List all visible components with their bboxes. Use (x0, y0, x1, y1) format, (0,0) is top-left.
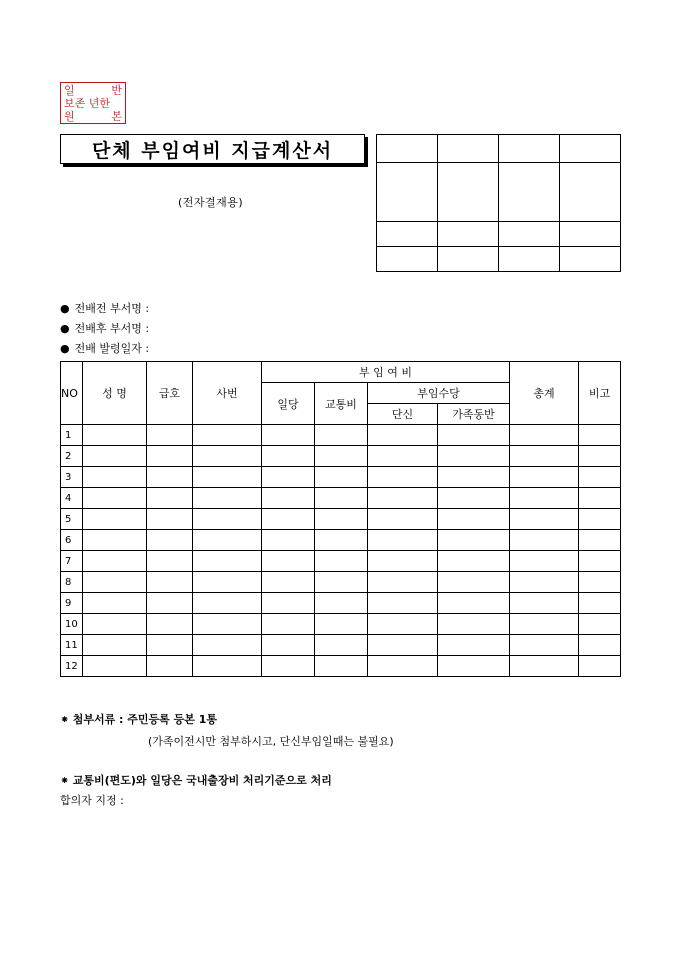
approval-cell[interactable] (499, 135, 560, 163)
table-cell[interactable] (368, 467, 438, 488)
after-dept-line (60, 320, 149, 336)
table-row (61, 488, 621, 509)
table-row (61, 425, 621, 446)
table-cell[interactable] (579, 488, 621, 509)
table-cell[interactable] (510, 509, 579, 530)
table-cell[interactable] (315, 530, 368, 551)
table-cell[interactable] (579, 593, 621, 614)
table-cell[interactable] (83, 656, 147, 677)
table-cell[interactable] (193, 572, 262, 593)
table-row (61, 635, 621, 656)
stamp-text: 일 (64, 84, 75, 97)
table-cell[interactable] (438, 635, 510, 656)
table-cell[interactable] (368, 593, 438, 614)
table-cell[interactable] (147, 509, 193, 530)
table-cell[interactable] (510, 635, 579, 656)
bullet-icon: ● (60, 342, 70, 355)
before-dept-label: 전배전 부서명 : (74, 302, 150, 315)
document-subtitle: (전자결재용) (178, 196, 244, 209)
table-cell[interactable] (368, 530, 438, 551)
table-cell[interactable] (368, 446, 438, 467)
stamp-text: 본 (111, 110, 122, 123)
table-cell[interactable] (83, 614, 147, 635)
agreement-label: 합의자 지정 : (60, 794, 124, 807)
table-cell[interactable] (579, 551, 621, 572)
table-cell[interactable] (315, 446, 368, 467)
approval-cell[interactable] (438, 222, 499, 247)
row-number: 4 (61, 488, 83, 509)
table-cell[interactable] (83, 467, 147, 488)
table-cell[interactable] (262, 635, 315, 656)
table-cell[interactable] (579, 509, 621, 530)
table-cell[interactable] (510, 530, 579, 551)
table-row (61, 467, 621, 488)
table-cell[interactable] (193, 635, 262, 656)
table-cell[interactable] (193, 530, 262, 551)
stamp-text: 반 (111, 84, 122, 97)
expense-rule-note (60, 772, 332, 788)
table-cell[interactable] (262, 551, 315, 572)
table-cell[interactable] (579, 446, 621, 467)
bullet-icon: ● (60, 302, 70, 315)
table-cell[interactable] (579, 425, 621, 446)
attachment-label: 첨부서류 : 주민등록 등본 1통 (72, 713, 217, 726)
table-cell[interactable] (262, 614, 315, 635)
approval-cell[interactable] (560, 222, 621, 247)
table-row (61, 551, 621, 572)
table-cell[interactable] (83, 425, 147, 446)
table-cell[interactable] (510, 488, 579, 509)
table-row (61, 614, 621, 635)
table-cell[interactable] (579, 656, 621, 677)
table-cell[interactable] (438, 467, 510, 488)
note-mark-icon: ⁕ (60, 713, 70, 726)
table-row (61, 593, 621, 614)
table-cell[interactable] (368, 572, 438, 593)
table-cell[interactable] (368, 614, 438, 635)
table-cell[interactable] (315, 551, 368, 572)
table-cell[interactable] (438, 530, 510, 551)
table-cell[interactable] (368, 509, 438, 530)
table-cell[interactable] (262, 530, 315, 551)
table-row (61, 509, 621, 530)
table-cell[interactable] (438, 656, 510, 677)
table-cell[interactable] (193, 425, 262, 446)
table-cell[interactable] (510, 551, 579, 572)
table-cell[interactable] (510, 614, 579, 635)
row-number: 2 (61, 446, 83, 467)
table-cell[interactable] (368, 635, 438, 656)
row-number: 10 (61, 614, 83, 635)
table-cell[interactable] (510, 425, 579, 446)
table-cell[interactable] (193, 656, 262, 677)
table-cell[interactable] (579, 635, 621, 656)
table-cell[interactable] (193, 593, 262, 614)
table-cell[interactable] (368, 656, 438, 677)
table-cell[interactable] (262, 509, 315, 530)
table-cell[interactable] (83, 488, 147, 509)
table-cell[interactable] (315, 467, 368, 488)
table-row (61, 656, 621, 677)
table-cell[interactable] (193, 614, 262, 635)
table-row (61, 446, 621, 467)
header-travel-expense: 부 임 여 비 (262, 362, 510, 383)
note-mark-icon: ⁕ (60, 774, 70, 787)
table-cell[interactable] (510, 446, 579, 467)
table-cell[interactable] (579, 467, 621, 488)
table-cell[interactable] (147, 530, 193, 551)
stamp-text: 원 (64, 110, 75, 123)
header-single: 단신 (368, 404, 438, 425)
table-cell[interactable] (193, 551, 262, 572)
table-cell[interactable] (262, 656, 315, 677)
table-cell[interactable] (83, 572, 147, 593)
row-number: 11 (61, 635, 83, 656)
table-cell[interactable] (438, 488, 510, 509)
row-number: 1 (61, 425, 83, 446)
approval-cell[interactable] (499, 247, 560, 272)
order-date-line (60, 340, 149, 356)
stamp-text: 보존 년한 (64, 97, 111, 110)
table-cell[interactable] (262, 446, 315, 467)
table-cell[interactable] (315, 635, 368, 656)
approval-cell[interactable] (560, 247, 621, 272)
table-cell[interactable] (438, 593, 510, 614)
table-cell[interactable] (579, 530, 621, 551)
approval-cell[interactable] (560, 135, 621, 163)
bullet-icon: ● (60, 322, 70, 335)
approval-cell[interactable] (499, 222, 560, 247)
attachment-detail: (가족이전시만 첨부하시고, 단신부임일때는 불필요) (148, 735, 394, 748)
table-cell[interactable] (83, 530, 147, 551)
table-cell[interactable] (193, 509, 262, 530)
header-allowance: 부임수당 (368, 383, 510, 404)
table-cell[interactable] (368, 488, 438, 509)
header-name: 성 명 (83, 362, 147, 425)
row-number: 7 (61, 551, 83, 572)
before-dept-line (60, 300, 149, 316)
table-cell[interactable] (147, 572, 193, 593)
table-cell[interactable] (262, 467, 315, 488)
order-date-label: 전배 발령일자 : (74, 342, 150, 355)
approval-grid (376, 134, 621, 272)
table-cell[interactable] (510, 467, 579, 488)
table-cell[interactable] (438, 425, 510, 446)
table-cell[interactable] (315, 572, 368, 593)
approval-cell[interactable] (377, 135, 438, 163)
table-cell[interactable] (510, 593, 579, 614)
row-number: 3 (61, 467, 83, 488)
table-cell[interactable] (83, 509, 147, 530)
table-cell[interactable] (438, 446, 510, 467)
table-cell[interactable] (438, 614, 510, 635)
table-cell[interactable] (147, 551, 193, 572)
table-cell[interactable] (262, 593, 315, 614)
travel-expense-table (60, 361, 621, 677)
header-daily: 일당 (262, 383, 315, 425)
approval-cell[interactable] (438, 247, 499, 272)
approval-cell[interactable] (560, 163, 621, 222)
table-row (61, 530, 621, 551)
table-cell[interactable] (83, 551, 147, 572)
table-cell[interactable] (315, 488, 368, 509)
table-cell[interactable] (368, 551, 438, 572)
header-family: 가족동반 (438, 404, 510, 425)
approval-cell[interactable] (377, 222, 438, 247)
expense-rule-text: 교통비(편도)와 일당은 국내출장비 처리기준으로 처리 (72, 774, 332, 787)
approval-cell[interactable] (499, 163, 560, 222)
header-emp-no: 사번 (193, 362, 262, 425)
table-cell[interactable] (262, 572, 315, 593)
header-remarks: 비고 (579, 362, 621, 425)
table-cell[interactable] (262, 488, 315, 509)
header-transport: 교통비 (315, 383, 368, 425)
table-cell[interactable] (579, 614, 621, 635)
table-cell[interactable] (147, 656, 193, 677)
table-cell[interactable] (193, 446, 262, 467)
table-cell[interactable] (147, 425, 193, 446)
table-cell[interactable] (193, 488, 262, 509)
table-cell[interactable] (315, 614, 368, 635)
table-cell[interactable] (147, 635, 193, 656)
table-cell[interactable] (262, 425, 315, 446)
table-cell[interactable] (579, 572, 621, 593)
table-cell[interactable] (147, 446, 193, 467)
row-number: 9 (61, 593, 83, 614)
table-cell[interactable] (438, 509, 510, 530)
table-cell[interactable] (315, 656, 368, 677)
table-cell[interactable] (147, 593, 193, 614)
table-cell[interactable] (510, 656, 579, 677)
table-row (61, 572, 621, 593)
table-cell[interactable] (83, 635, 147, 656)
table-cell[interactable] (83, 593, 147, 614)
table-cell[interactable] (368, 425, 438, 446)
table-cell[interactable] (147, 614, 193, 635)
header-total: 총계 (510, 362, 579, 425)
table-cell[interactable] (147, 488, 193, 509)
row-number: 5 (61, 509, 83, 530)
row-number: 12 (61, 656, 83, 677)
table-cell[interactable] (147, 467, 193, 488)
row-number: 6 (61, 530, 83, 551)
table-cell[interactable] (193, 467, 262, 488)
approval-cell[interactable] (438, 163, 499, 222)
table-cell[interactable] (438, 572, 510, 593)
after-dept-label: 전배후 부서명 : (74, 322, 150, 335)
table-cell[interactable] (315, 509, 368, 530)
table-cell[interactable] (315, 425, 368, 446)
table-cell[interactable] (315, 593, 368, 614)
header-grade: 급호 (147, 362, 193, 425)
document-class-stamp (60, 82, 126, 124)
table-cell[interactable] (438, 551, 510, 572)
header-no: NO (61, 362, 83, 425)
document-title: 단체 부임여비 지급계산서 (60, 134, 365, 164)
table-cell[interactable] (510, 572, 579, 593)
approval-cell[interactable] (377, 163, 438, 222)
approval-cell[interactable] (438, 135, 499, 163)
approval-cell[interactable] (377, 247, 438, 272)
table-cell[interactable] (83, 446, 147, 467)
attachment-note (60, 711, 217, 727)
row-number: 8 (61, 572, 83, 593)
